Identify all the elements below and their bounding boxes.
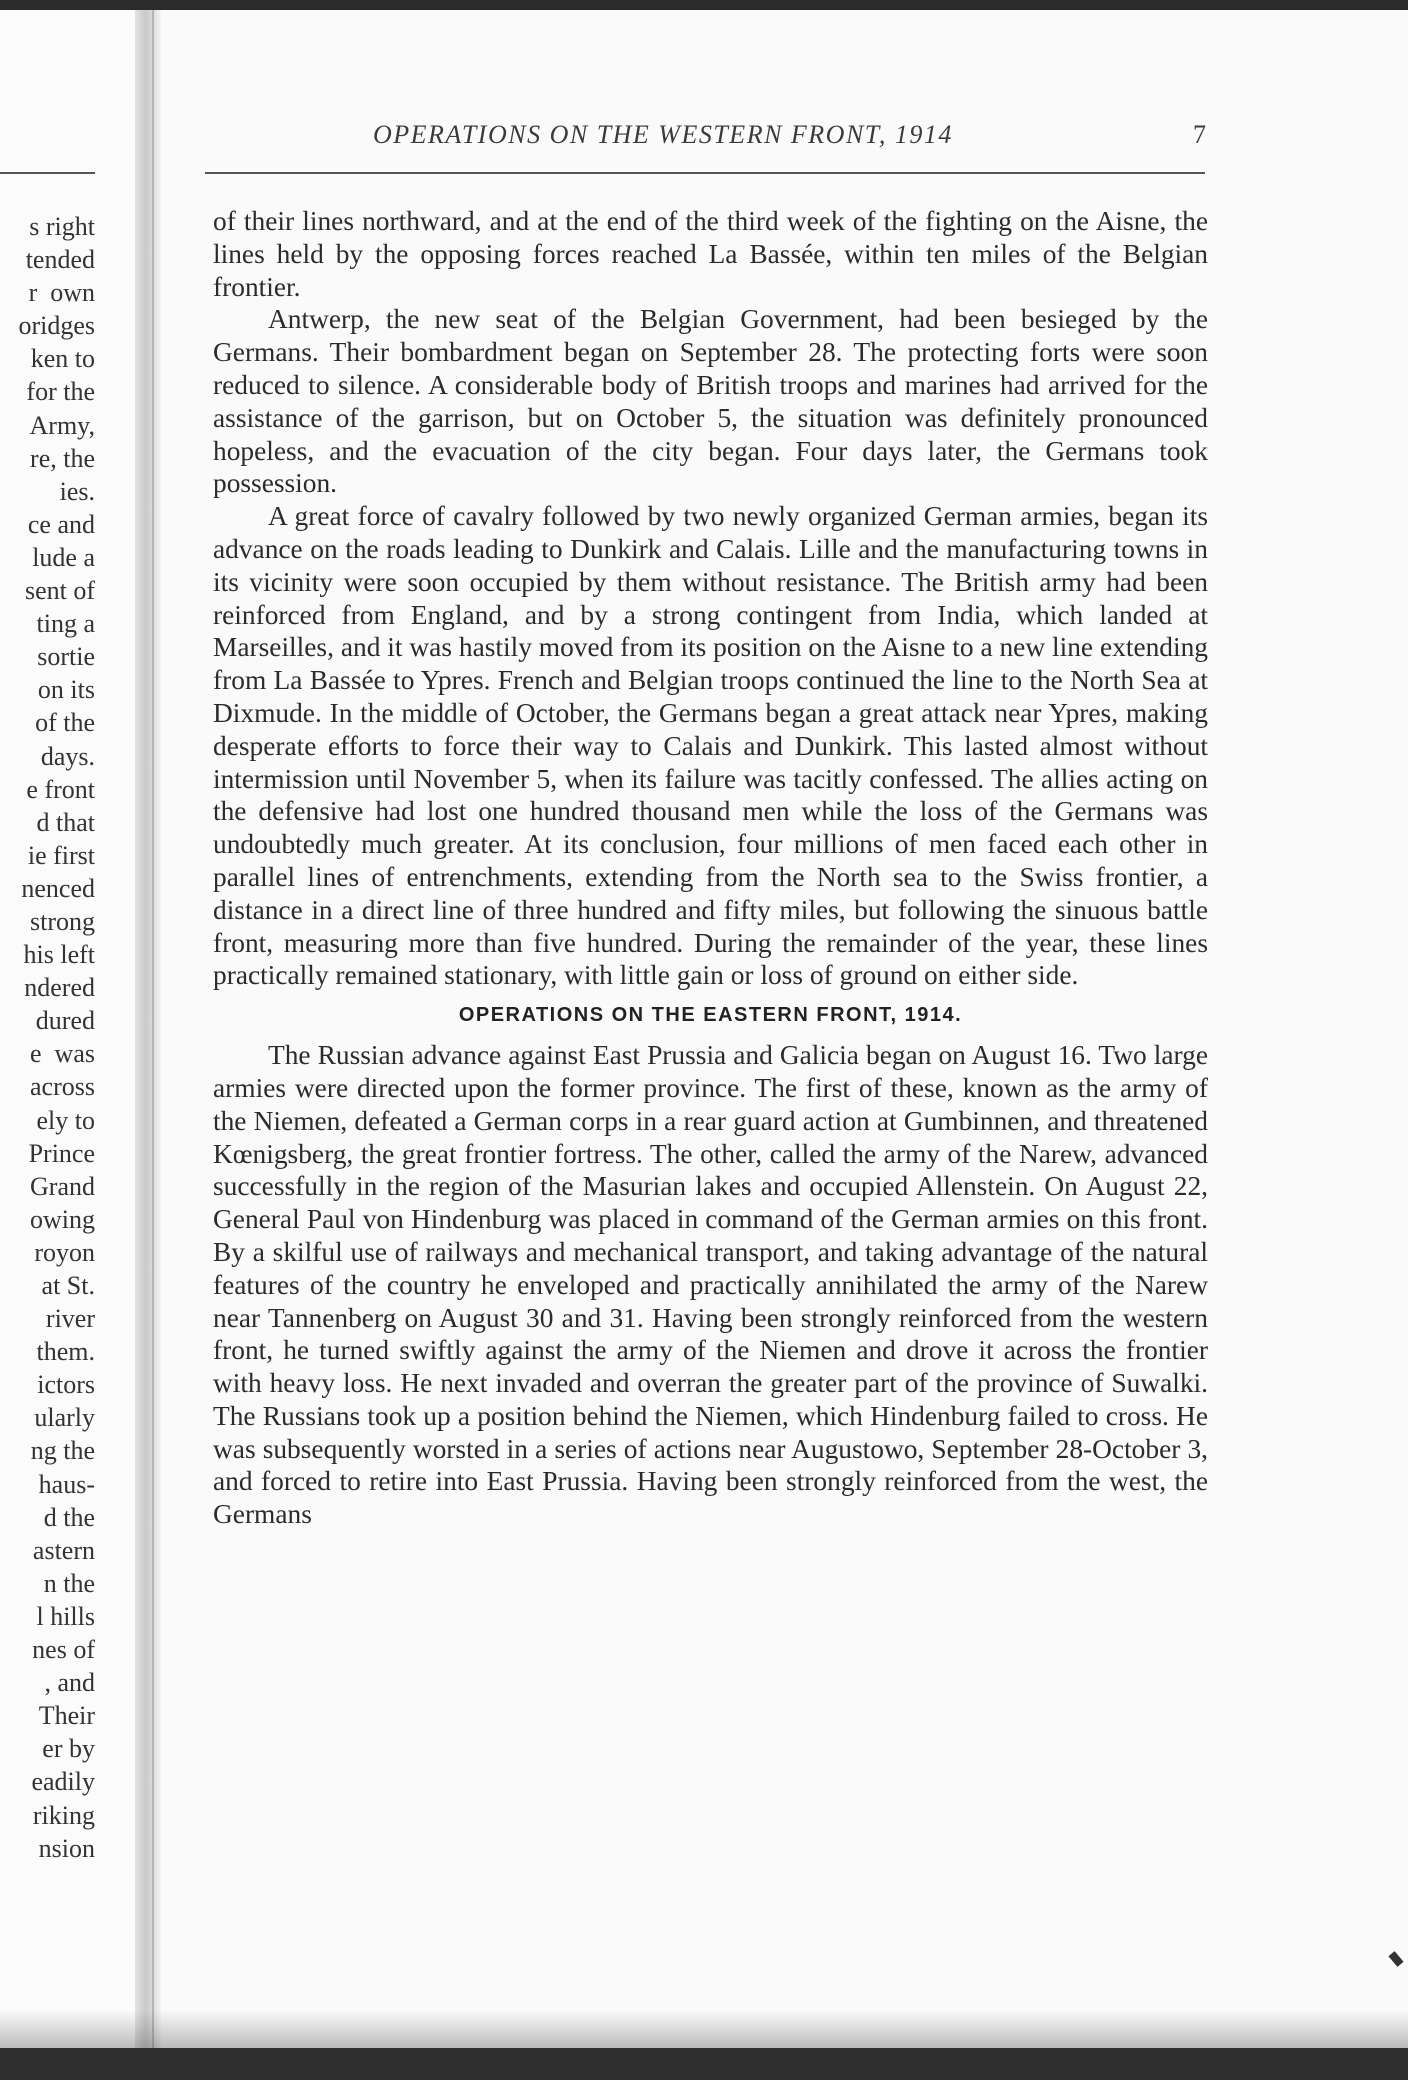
prev-line: days. — [40, 741, 95, 771]
page-number: 7 — [1193, 120, 1206, 149]
prev-line: nsion — [38, 1833, 95, 1863]
prev-line: ely to — [36, 1105, 95, 1135]
prev-line: for the — [26, 377, 95, 407]
prev-line: n the — [43, 1568, 95, 1598]
prev-line: ng the — [30, 1436, 95, 1466]
prev-line: e front — [26, 774, 95, 804]
prev-line: royon — [34, 1237, 95, 1267]
previous-page-rule — [0, 172, 95, 174]
prev-line: d that — [36, 807, 95, 837]
prev-line: his left — [23, 940, 95, 970]
prev-line: sent of — [24, 576, 95, 606]
prev-line: them. — [36, 1337, 95, 1367]
prev-line: er by — [42, 1734, 95, 1764]
prev-line: Their — [38, 1701, 95, 1731]
body-text — [213, 205, 1208, 1531]
prev-line: re, the — [30, 443, 95, 473]
prev-line: oridges — [18, 311, 95, 341]
prev-line: owing — [30, 1204, 95, 1234]
prev-line: strong — [30, 906, 95, 936]
prev-line: ies. — [59, 476, 95, 506]
prev-line: nes of — [32, 1635, 95, 1665]
prev-line: riking — [32, 1800, 95, 1830]
scan-top-edge — [0, 0, 1408, 10]
prev-line: r own — [28, 278, 95, 308]
prev-line: ken to — [30, 344, 95, 374]
section-heading: OPERATIONS ON THE EASTERN FRONT, 1914. — [458, 1004, 963, 1027]
prev-line: haus- — [38, 1469, 95, 1499]
prev-line: at St. — [41, 1271, 95, 1300]
running-head-title: OPERATIONS ON THE WESTERN FRONT, 1914 — [373, 120, 953, 149]
book-gutter — [135, 0, 161, 2080]
prev-line: tended — [25, 245, 95, 275]
prev-line: lude a — [32, 542, 95, 572]
prev-line: astern — [32, 1535, 95, 1565]
gutter-line — [152, 0, 154, 2080]
previous-page-text — [18, 210, 95, 1865]
prev-line: ie first — [27, 840, 95, 870]
prev-line: nenced — [21, 873, 95, 903]
running-head — [205, 120, 1205, 160]
prev-line: of the — [35, 708, 95, 738]
paragraph: The Russian advance against East Prussia and Galicia began on August 16. Two large armies were directed upon the former province. The first of these, known as the army of the Niemen, defeated a German corps in a rear guard action at Gumbinnen, and threatened Kœnigsberg, the great frontier fortress. The other, called the army of the Narew, advanced successfully in the region of the Masurian lakes and occupied Allenstein. On August 22, General Paul von Hindenburg was placed in command of the German armies on this front. By a skilful use of railways and mechanical transport, and taking advantage of the natural features of the country he enveloped and practically annihilated the army of the Narew near Tannenberg on August 30 and 31. Having been strongly reinforced from the western front, he turned swiftly against the army of the Niemen and drove it across the frontier with heavy loss. He next invaded and overran the greater part of the province of Suwalki. The Russians took up a position behind the Niemen, which Hindenburg failed to cross. He was subsequently worsted in a series of actions near Augustowo, September 28-October 3, and forced to retire into East Prussia. Having been strongly reinforced from the west, the Germans — [213, 1040, 1208, 1530]
prev-line: , and — [44, 1668, 95, 1698]
prev-line: Army, — [29, 410, 95, 440]
prev-line: d the — [43, 1502, 95, 1532]
prev-line: ictors — [37, 1370, 95, 1400]
prev-line: river — [45, 1304, 95, 1334]
prev-line: Grand — [30, 1171, 95, 1201]
header-rule — [205, 172, 1205, 174]
previous-page-fragment — [0, 0, 135, 2080]
prev-line: eadily — [31, 1767, 95, 1797]
scan-bottom-shadow — [0, 2010, 1408, 2050]
paragraph: A great force of cavalry followed by two newly organized German armies, began its advance on the roads leading to Dunkirk and Calais. Lille and the manufacturing towns in its vicinity were soon occupied by them without resistance. The British army had been reinforced from England, and by a strong contingent from India, which landed at Marseilles, and it was hastily moved from its position on the Aisne to a new line extending from La Bassée to Ypres. French and Belgian troops continued the line to the North Sea at Dixmude. In the middle of October, the Germans began a great attack near Ypres, making desperate efforts to force their way to Calais and Dunkirk. This lasted almost without intermission until November 5, when its failure was tacitly confessed. The allies acting on the defensive had lost one hundred thousand men while the loss of the Germans was undoubtedly much greater. At its conclusion, four millions of men faced each other in parallel lines of entrenchments, extending from the North sea to the Swiss frontier, a distance in a direct line of three hundred and fifty miles, but following the sinuous battle front, measuring more than five hundred. During the remainder of the year, these lines practically remained stationary, with little gain or loss of ground on either side. — [213, 501, 1208, 991]
prev-line: e was — [30, 1039, 95, 1069]
paragraph: Antwerp, the new seat of the Belgian Government, had been besieged by the Germans. Their bombardment began on September 28. The protecting forts were soon reduced to silence. A considerable body of British troops and marines had arrived for the assistance of the garrison, but on October 5, the situation was definitely pronounced hopeless, and the evacuation of the city began. Four days later, the Germans took possession. — [213, 304, 1208, 499]
prev-line: ularly — [34, 1403, 95, 1433]
prev-line: ce and — [27, 509, 95, 539]
prev-line: sortie — [37, 642, 95, 672]
prev-line: ndered — [24, 973, 95, 1003]
paragraph: of their lines northward, and at the end of the third week of the fighting on the Aisne, the lines held by the opposing forces reached La Bassée, within ten miles of the Belgian frontier. — [213, 206, 1208, 302]
prev-line: Prince — [28, 1138, 95, 1168]
prev-line: s right — [29, 212, 95, 241]
prev-line: across — [30, 1072, 95, 1102]
prev-line: ting a — [36, 609, 95, 639]
prev-line: on its — [37, 675, 95, 705]
prev-line: dured — [35, 1006, 95, 1036]
prev-line: l hills — [36, 1601, 95, 1631]
scan-bottom-edge — [0, 2048, 1408, 2080]
